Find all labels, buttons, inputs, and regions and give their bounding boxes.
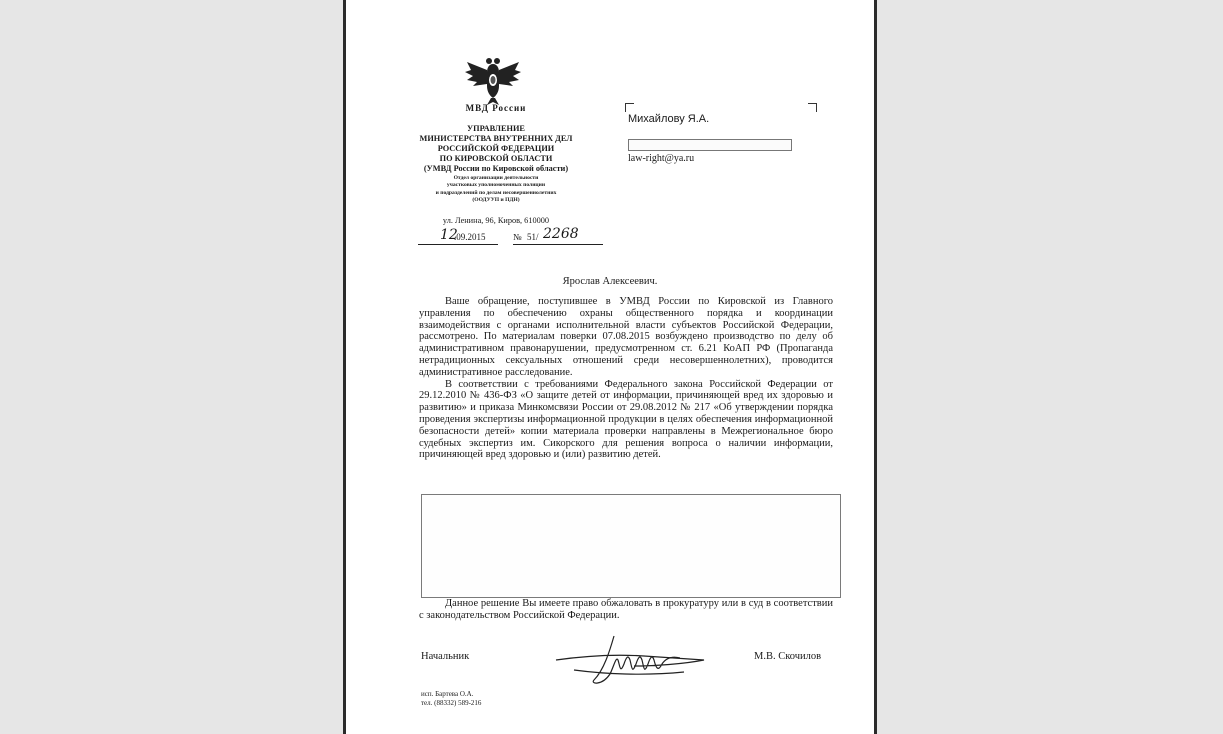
number-printed: 51/ [527, 232, 539, 242]
org-line: (УМВД России по Кировской области) [423, 164, 569, 173]
org-line: УПРАВЛЕНИЕ [467, 124, 525, 133]
ministry-short-name: МВД России [465, 103, 527, 113]
number-handwritten: 2268 [543, 226, 579, 242]
letter-body [419, 296, 833, 461]
appeal-notice [419, 598, 833, 622]
number-field [513, 226, 603, 245]
executor-phone: тел. (88332) 589-216 [421, 699, 482, 707]
dept-line: участковых уполномоченных полиции [446, 182, 546, 189]
executor-info [421, 690, 481, 708]
date-printed: .09.2015 [454, 232, 486, 242]
handwritten-signature [554, 630, 714, 690]
address-corner-top-left [625, 103, 634, 112]
redacted-address-field [628, 139, 792, 151]
dept-line: Отдел организации деятельности [453, 175, 539, 181]
executor-name: исп. Бартева О.А. [421, 690, 474, 698]
address-corner-top-right [808, 103, 817, 112]
recipient-name: Михайлову Я.А. [628, 113, 710, 125]
redacted-block [421, 494, 841, 598]
dept-line: (ООДУУП и ПДН) [472, 196, 520, 203]
body-paragraph: В соответствии с требованиями Федерального закона Российской Федерации от 29.12.2010 № 436-ФЗ «О защите детей от информации, причиняющей вред их здоровью и развитию» и приказа Минкомсвязи России от 29.08.2012 № 217 «Об утверждении порядка проведения экспертизы информационной продукции в целях обеспечения информационной безопасности детей» копии материала проверки направлены в Межрегиональное бюро судебных экспертиз им. Сикорского для решения вопроса о наличии информации, причиняющей вред здоровью и (или) развитию детей. [419, 378, 833, 461]
signer-title: Начальник [421, 651, 470, 662]
date-handwritten: 12 [440, 227, 458, 243]
org-line: РОССИЙСКОЙ ФЕДЕРАЦИИ [437, 144, 555, 153]
organization-block [406, 124, 586, 174]
recipient-email: law-right@ya.ru [628, 153, 695, 164]
org-line: ПО КИРОВСКОЙ ОБЛАСТИ [439, 154, 553, 163]
signer-name: М.В. Скочилов [754, 651, 822, 662]
appeal-paragraph: Данное решение Вы имеете право обжаловать в прокуратуру или в суд в соответствии с законодательством Российской Федерации. [419, 598, 833, 621]
org-line: МИНИСТЕРСТВА ВНУТРЕННИХ ДЕЛ [419, 134, 573, 143]
date-number-line [418, 226, 603, 246]
dept-line: и подразделений по делам несовершеннолетних [435, 189, 557, 196]
body-paragraph: Ваше обращение, поступившее в УМВД России по Кировской из Главного управления по обеспечению охраны общественного порядка и координации взаимодействия с органами исполнительной власти субъектов Российской Федерации, рассмотрено. По материалам поверки 07.08.2015 возбуждено производство по делу об административном правонарушении, предусмотренном ст. 6.21 КоАП РФ (Пропаганда нетрадиционных сексуальных отношений среди несовершеннолетних), проводится административное расследование. [419, 296, 833, 378]
number-label: № [513, 232, 522, 242]
salutation: Ярослав Алексеевич. [562, 276, 658, 287]
document-page [343, 0, 877, 734]
date-field [418, 227, 498, 245]
department-block [406, 175, 586, 204]
double-headed-eagle-emblem-icon [463, 56, 523, 106]
sender-address: ул. Ленина, 96, Киров, 610000 [442, 216, 550, 225]
